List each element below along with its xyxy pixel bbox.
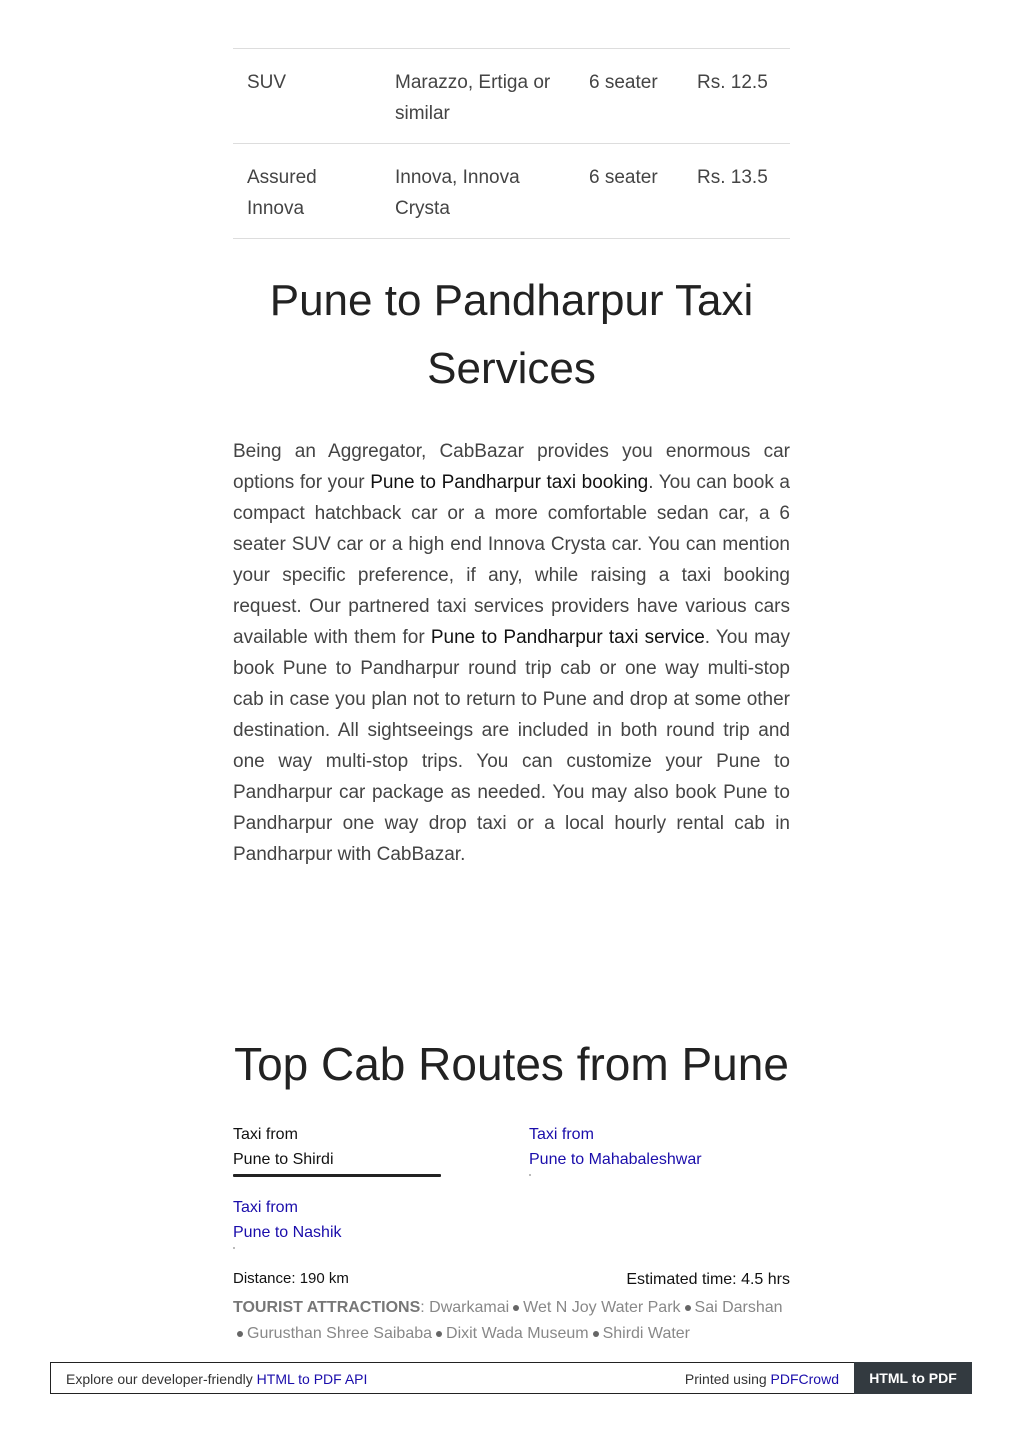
car-models-cell: Marazzo, Ertiga or similar [381, 49, 575, 144]
taxi-booking-link[interactable]: Pune to Pandharpur taxi booking [370, 472, 649, 493]
car-type-cell: Assured Innova [233, 144, 381, 239]
footer-explore [66, 1371, 367, 1387]
tab-indicator [233, 1247, 235, 1249]
table-row [233, 144, 790, 239]
html-to-pdf-button[interactable]: HTML to PDF [854, 1362, 972, 1394]
attraction-item: Wet N Joy Water Park [523, 1299, 681, 1316]
printed-text: Printed using [684, 1371, 767, 1387]
attraction-item: Dixit Wada Museum [446, 1325, 589, 1342]
active-underline [233, 1174, 441, 1177]
capacity-cell: 6 seater [575, 144, 683, 239]
bullet-icon [593, 1331, 599, 1337]
tourist-attractions: TOURIST ATTRACTIONS: Dwarkamai Wet N Joy Water Park Sai DarshanGurusthan Shree Saibaba Dixit Wada Museum Shirdi Water [233, 1299, 783, 1342]
attraction-item: Gurusthan Shree Saibaba [247, 1325, 433, 1342]
table-row [233, 49, 790, 144]
attraction-item: Dwarkamai [429, 1299, 510, 1316]
fare-table [233, 48, 790, 239]
pdfcrowd-link[interactable]: PDFCrowd [770, 1371, 839, 1387]
explore-text: Explore our developer-friendly [66, 1371, 253, 1387]
distance-value: 190 km [299, 1270, 349, 1287]
page-content [233, 48, 790, 1342]
tab-indicator [529, 1174, 531, 1176]
route-line1: Taxi from [529, 1126, 594, 1143]
attractions-label: TOURIST ATTRACTIONS [233, 1299, 421, 1316]
routes-title: Top Cab Routes from Pune [234, 1038, 789, 1090]
route-line2: Pune to Shirdi [233, 1151, 334, 1168]
taxi-service-link[interactable]: Pune to Pandharpur taxi service [430, 627, 705, 648]
attraction-item: Shirdi Water [602, 1325, 691, 1342]
estimated-time [626, 1271, 790, 1289]
distance-label: Distance: [233, 1270, 296, 1287]
bullet-icon [513, 1305, 519, 1311]
time-label: Estimated time: [626, 1271, 737, 1288]
route-line1: Taxi from [233, 1126, 298, 1143]
html-to-pdf-api-link[interactable]: HTML to PDF API [256, 1371, 368, 1387]
route-line2: Pune to Mahabaleshwar [529, 1151, 702, 1168]
bullet-icon [436, 1331, 442, 1337]
route-tab-mahabaleshwar[interactable] [529, 1122, 702, 1176]
attraction-item: Sai Darshan [694, 1299, 783, 1316]
rate-cell: Rs. 12.5 [683, 49, 790, 144]
services-title: Pune to Pandharpur Taxi Services [269, 276, 754, 393]
route-tab-shirdi[interactable] [233, 1122, 441, 1177]
route-line1: Taxi from [233, 1199, 298, 1216]
rate-cell: Rs. 13.5 [683, 144, 790, 239]
car-models-cell: Innova, Innova Crysta [381, 144, 575, 239]
car-type-cell: SUV [233, 49, 381, 144]
pdfcrowd-footer [50, 1362, 972, 1394]
capacity-cell: 6 seater [575, 49, 683, 144]
route-tab-nashik[interactable] [233, 1195, 342, 1249]
paragraph-text: Being an Aggregator, CabBazar provides you enormous car options for your [233, 441, 790, 493]
time-value: 4.5 hrs [741, 1271, 790, 1288]
route-info [233, 1270, 790, 1287]
footer-printed [685, 1371, 839, 1387]
paragraph-text: . You may book Pune to Pandharpur round trip cab or one way multi-stop cab in case you plan not to return to Pune and drop at some other destination. All sightseeings are included in both round trip and one way multi-stop trips. You can customize your Pune to Pandharpur car package as needed. You may also book Pune to Pandharpur one way drop taxi or a local hourly rental cab in Pandharpur with CabBazar. [233, 627, 790, 865]
services-paragraph [233, 436, 790, 870]
paragraph-text: . You can book a compact hatchback car or a more comfortable sedan car, a 6 seater SUV car or a high end Innova Crysta car. You can mention your specific preference, if any, while raising a taxi booking request. Our partnered taxi services providers have various cars available with them for [233, 472, 790, 648]
bullet-icon [685, 1305, 691, 1311]
bullet-icon [237, 1331, 243, 1337]
route-line2: Pune to Nashik [233, 1224, 342, 1241]
